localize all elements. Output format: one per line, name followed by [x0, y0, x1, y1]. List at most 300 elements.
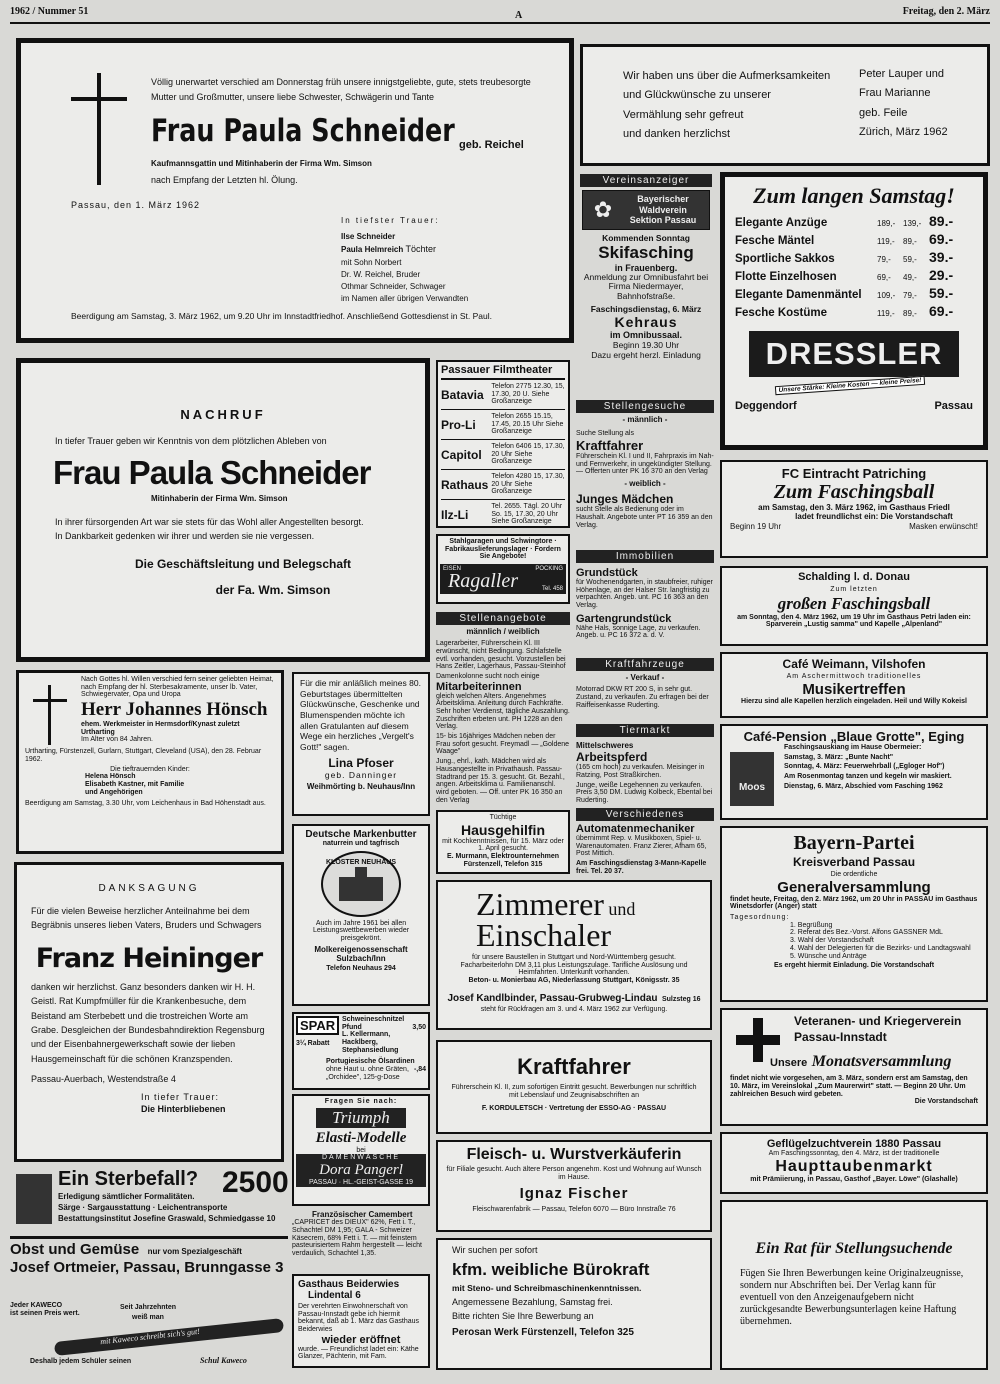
- kloster-seal-icon: [321, 851, 401, 917]
- stellg-title: Stellengesuche: [576, 400, 714, 413]
- nachruf-name: Frau Paula Schneider: [53, 454, 371, 491]
- tier-t2: Junge, weiße Legehennen zu verkaufen. Preis 3,50 DM. Ludwig Kolbeck, Ebental bei Ruderting.: [576, 781, 713, 804]
- stellg-a2t: sucht Stelle als Bedienung oder im Haushalt. Angebote unter PT 16 359 an den Verlag.: [576, 506, 713, 529]
- obit-name: Frau Paula Schneider: [151, 113, 455, 149]
- triumph-ad: [292, 1094, 430, 1206]
- stellg-a1t: Führerschein Kl. I und II, Fahrpraxis im Nah- und Fernverkehr, in ungekündigter Stellung. — Offerten unter PK 16 370 an den Verlag: [576, 452, 714, 476]
- spar-p2: -,84: [413, 1066, 426, 1074]
- hoensch-k: und Angehörigen: [85, 788, 143, 796]
- kraftfahrer-f: F. KORDULETSCH · Vertretung der ESSO-AG · PASSAU: [481, 1105, 667, 1113]
- item-name: Flotte Einzelhosen: [735, 271, 837, 283]
- heininger-title: DANKSAGUNG: [98, 883, 200, 894]
- heininger-t1: Für die vielen Beweise herzlicher Anteilnahme bei dem Begräbnis unseres lieben Vaters, Bruders und Schwagers: [31, 906, 262, 931]
- header-center: A: [515, 10, 523, 21]
- pfoser-text: Für die mir anläßlich meines 80. Geburtstages übermittelten Glückwünsche, Geschenke und Blumenspenden möchte ich allen Gratulanten auf diesem Wege ein herzliches „Vergelt's Gott!" sagen.: [300, 678, 421, 752]
- hausgehilfin-ad: [436, 810, 570, 874]
- camembert-t: „CAPRICET des DIEUX" 62%, Fett i. T., Schachtel DM 1,95; GALA - Schweizer Käsecrem, 68% Fett i. T. — mit feinstem pasteurisiertem Rahm hergestellt — leicht verdaulich, Schachtel 1,35.: [292, 1219, 422, 1257]
- grotte-h: Café-Pension „Blaue Grotte", Eging: [743, 729, 965, 744]
- markenbutter-ad: [292, 824, 430, 1006]
- immo-h1: Grundstück: [576, 567, 638, 579]
- stellengesuche: [576, 398, 714, 546]
- tiermarkt: [576, 722, 714, 808]
- mourner: Othmar Schneider, Schwager: [341, 281, 446, 291]
- hoensch-k: Helena Hönsch: [85, 773, 136, 781]
- tier-h: Arbeitspferd: [576, 750, 648, 765]
- nachruf: [16, 358, 430, 662]
- cinema-times: Tel. 2655. Tägl. 20 Uhr So. 15, 17.30, 20 Uhr Siehe Großanzeige: [491, 502, 563, 526]
- kaweco-b1: Seit Jahrzehnten: [120, 1304, 177, 1311]
- camembert-ad: [292, 1210, 430, 1272]
- hausg-h: Hausgehilfin: [460, 821, 545, 838]
- spar-l2: L. Kellermann, Hacklberg, Stephansiedlung: [342, 1031, 399, 1054]
- obit-burial: Beerdigung am Samstag, 3. März 1962, um 9.20 Uhr im Innstadtfriedhof. Anschließend Gottesdienst in St. Paul.: [71, 311, 492, 321]
- header-right: Freitag, den 2. März: [902, 6, 990, 17]
- immo-t2: Nähe Hals, sonnige Lage, zu verkaufen. Angeb. u. PC 16 372 a. d. V.: [576, 624, 701, 640]
- stangebot-title: Stellenangebote: [436, 612, 570, 625]
- beiderwies-ad: [292, 1274, 430, 1368]
- agenda-item: 3. Wahl der Vorstandschaft: [790, 937, 874, 945]
- ragaller-ad: [436, 534, 570, 604]
- hoensch-t2: ehem. Werkmeister in Hermsdorf/Kynast zuletzt Urtharting: [81, 721, 240, 736]
- kaweco-f: Deshalb jedem Schüler seinen: [30, 1358, 132, 1365]
- nachruf-text: In Dankbarkeit gedenken wir ihrer und werden sie nie vergessen.: [55, 531, 315, 541]
- buro-t1: mit Steno- und Schreibmaschinenkenntnissen.: [452, 1282, 642, 1293]
- pfoser-thanks: [292, 672, 430, 816]
- grotte-ad: [720, 724, 988, 820]
- triumph-addr: PASSAU · HL.-GEIST-GASSE 19: [296, 1179, 426, 1187]
- butter-t2: Molkereigenossenschaft Sulzbach/Inn: [314, 944, 408, 963]
- kaweco-l1: Jeder KAWECO: [10, 1302, 63, 1309]
- verein-h1: Kommenden Sonntag: [602, 233, 690, 243]
- verein-h2: in Frauenberg.: [614, 263, 678, 273]
- building-icon: [16, 1174, 52, 1224]
- cross-icon: [71, 73, 127, 185]
- fleisch-n: Ignaz Fischer: [519, 1185, 629, 1203]
- zimmerer-h2: Einschaler: [476, 917, 612, 953]
- versch-h: Automatenmechaniker: [576, 823, 695, 835]
- pfoser-name: Lina Pfoser: [328, 756, 394, 771]
- veteranen-ad: [720, 1008, 988, 1126]
- vet-h: Veteranen- und Kriegerverein Passau-Innstadt: [794, 1014, 962, 1044]
- old-price: 119,-: [877, 237, 895, 246]
- sterbefall-h: Ein Sterbefall?: [58, 1168, 199, 1190]
- wed-line: Vermählung sehr gefreut: [623, 108, 744, 121]
- stangebot-t4: 15- bis 16jähriges Mädchen neben der Frau sofort gesucht. Freymadl — „Goldene Waage": [436, 733, 570, 756]
- bayernpartei-ad: [720, 826, 988, 1002]
- hausg-s: Tüchtige: [489, 814, 517, 821]
- triumph-logo: Triumph: [316, 1108, 406, 1128]
- buro-t3: Bitte richten Sie Ihre Bewerbung an: [452, 1311, 594, 1322]
- stangebot-t5: Jung., ehrl., kath. Mädchen wird als Hausangestellte in Privathaush. Passau-Stadtrand per 15. 3. gesucht. Gt. Bezahl., angen. Arbeitsklima u. Familienanschl. wird geboten. — Off. unter PK 16 350 an den Verlag: [436, 758, 565, 804]
- film-row: [441, 440, 565, 470]
- filmtheater: [436, 360, 570, 528]
- obit-sacr: nach Empfang der Letzten hl. Ölung.: [151, 175, 298, 185]
- zimmerer-ad: [436, 880, 712, 1030]
- nachruf-intro: In tiefer Trauer geben wir Kenntnis von dem plötzlichen Ableben von: [55, 436, 327, 446]
- patriching-l: Beginn 19 Uhr: [730, 521, 782, 531]
- immo-t1: für Wochenendgarten, in staubfreier, ruhiger Höhenlage, an der Halser Str. langfristig zu verpachten. Angeb. unt. PC 16 363 an den Verlag.: [576, 579, 713, 610]
- kaweco-l2: ist seinen Preis wert.: [10, 1309, 80, 1317]
- gef-h: Geflügelzuchtverein 1880 Passau: [766, 1138, 942, 1150]
- patriching-r: Masken erwünscht!: [909, 521, 978, 531]
- beiderwies-t2: wurde. — Freundlichst ladet ein: Käthe Glanzer, Pächterin, mit Fam.: [298, 1345, 419, 1361]
- gef-t: Am Faschingssonntag, den 4. März, ist der traditionelle: [768, 1150, 940, 1157]
- fleisch-h: Fleisch- u. Wurstverkäuferin: [466, 1146, 682, 1163]
- patriching-t2: ladet freundlichst ein: Die Vorstandschaft: [795, 511, 953, 521]
- weimann-h: Café Weimann, Vilshofen: [782, 657, 926, 671]
- spar-l1: Schweineschnitzel: [342, 1016, 405, 1023]
- obit-intro: Völlig unerwartet verschied am Donnerstag früh unsere innigstgeliebte, gute, stets treubesorgte Mutter und Großmutter, unsere liebe Schwester, Schwägerin und Tante: [151, 77, 531, 103]
- butter-s: naturrein und tagfrisch: [322, 840, 400, 847]
- vet-f: Die Vorstandschaft: [914, 1098, 978, 1106]
- cinema-times: Telefon 2775 12.30, 15, 17.30, 20 U. Siehe Großanzeige: [491, 382, 565, 406]
- patriching-t1: am Samstag, den 3. März 1962, im Gasthaus Friedl: [758, 503, 950, 512]
- hoensch-k: Elisabeth Kastner, mit Familie: [85, 780, 185, 788]
- old-price: 79,-: [877, 255, 891, 264]
- dressler-city: Passau: [934, 400, 973, 412]
- item-name: Elegante Anzüge: [735, 217, 828, 229]
- hausg-t: mit Kochkenntnissen, für 15. März oder 1. April gesucht.: [442, 837, 564, 853]
- obit-mourn: In tiefster Trauer:: [341, 216, 440, 225]
- wedding-thanks: [580, 44, 990, 166]
- beiderwies-h2: Lindental 6: [308, 1290, 361, 1301]
- vet-t: findet nicht wie vorgesehen, am 3. März, sondern erst am Samstag, den 10. März, im Vereinslokal „Zum Maurerwirt" statt. — Beginn 20 Uhr. Um zahlreichen Besuch wird gebeten.: [730, 1075, 968, 1098]
- gef-big: Haupttaubenmarkt: [775, 1157, 933, 1175]
- zimmerer-t1: für unsere Baustellen in Stuttgart und Nord-Württemberg gesucht. Facharbeiterlohn DM 3,11 plus Leistungszulage. Tarifliche Auslösung und Heimfahrten. Unterkunft vorhanden.: [460, 954, 688, 977]
- spar-t2: ohne Haut u. ohne Gräten, „Orchidee", 125-g-Dose: [326, 1066, 409, 1081]
- old-price: 49,-: [903, 273, 917, 282]
- new-price: 59.-: [929, 285, 954, 301]
- bp-s: Kreisverband Passau: [792, 855, 916, 869]
- old-price: 89,-: [903, 237, 917, 246]
- pfoser-place: Weihmörting b. Neuhaus/Inn: [306, 782, 416, 792]
- new-price: 69.-: [929, 303, 954, 319]
- agenda-item: 5. Wünsche und Anträge: [790, 952, 867, 960]
- cinema-name: Batavia: [441, 387, 484, 402]
- moos-logo-icon: Moos: [730, 752, 774, 806]
- patriching-ad: [720, 460, 988, 558]
- buro-h: kfm. weibliche Bürokraft: [452, 1259, 650, 1279]
- versch-t2: Am Faschingsdienstag 3-Mann-Kapelle frei. Tel. 20 37.: [576, 860, 707, 875]
- fleisch-f: Fleischwarenfabrik — Passau, Telefon 6070 — Büro Innstraße 76: [472, 1206, 676, 1214]
- heininger-fam: Die Hinterbliebenen: [141, 1104, 226, 1115]
- grotte-l: Sonntag, 4. März: Feuerwehrball („Egloger Hof"): [784, 763, 945, 771]
- burokraft-ad: [436, 1238, 712, 1370]
- rat-stellungsuchende: [720, 1200, 988, 1370]
- cinema-times: Telefon 2655 15.15, 17.45, 20.15 Uhr Siehe Großanzeige: [491, 412, 564, 436]
- buro-t2: Angemessene Bezahlung, Samstag frei.: [452, 1297, 613, 1308]
- item-name: Elegante Damenmäntel: [735, 289, 862, 301]
- schalding-big: großen Faschingsball: [777, 593, 931, 613]
- new-price: 69.-: [929, 231, 954, 247]
- spar-rabatt: 3¼ Rabatt: [296, 1040, 330, 1047]
- seal-text: KLOSTER NEUHAUS: [325, 858, 396, 866]
- grotte-s: Faschingsauskiang im Hause Obermeier:: [784, 744, 922, 751]
- stangebot-sub: männlich / weiblich: [466, 627, 540, 636]
- verein-t3: Dazu ergeht herzl. Einladung: [591, 350, 701, 361]
- triumph-q: Fragen Sie nach:: [324, 1098, 398, 1105]
- cinema-name: Capitol: [441, 447, 482, 462]
- kfz-s: - Verkauf -: [625, 673, 665, 682]
- mourner: Ilse Schneider: [341, 232, 396, 241]
- nachruf-text: In ihrer fürsorgenden Art war sie stets für das Wohl aller Angestellten besorgt.: [55, 517, 364, 527]
- item-name: Fesche Mäntel: [735, 235, 815, 247]
- grotte-l: Dienstag, 6. März, Abschied vom Fasching 1962: [784, 782, 943, 790]
- cinema-name: Rathaus: [441, 477, 489, 492]
- weimann-t: Hierzu sind alle Kapellen herzlich eingeladen. Heil und Willy Kokeisl: [741, 697, 967, 705]
- old-price: 139,-: [903, 219, 922, 228]
- dressler-ad: [720, 172, 988, 450]
- logo-name: Ragaller: [448, 570, 518, 593]
- stellg-a1: Suche Stellung als: [576, 430, 634, 438]
- vereinsanzeiger: [580, 172, 712, 392]
- dressler-logo: DRESSLER: [749, 331, 959, 377]
- tier-h0: Mittelschweres: [576, 741, 634, 750]
- wed-line: und danken herzlichst: [623, 127, 731, 140]
- spar-p1: 3,50: [412, 1023, 426, 1031]
- cross-icon: [33, 685, 67, 745]
- obit-role: Kaufmannsgattin und Mitinhaberin der Firma Wm. Simson: [151, 159, 372, 168]
- triumph-bei: bei: [356, 1146, 366, 1154]
- cinema-times: Telefon 6406 15, 17.30, 20 Uhr Siehe Großanzeige: [491, 442, 565, 466]
- bp-big: Generalversammlung: [777, 878, 931, 896]
- immo-h2: Gartengrundstück: [576, 612, 672, 625]
- sterbefall-t3: Bestattungsinstitut Josefine Graswald, Schmiedgasse 10: [58, 1214, 276, 1223]
- triumph-shop: Dora Pangerl: [296, 1162, 426, 1179]
- dressler-title: Zum langen Samstag!: [753, 183, 955, 208]
- patriching-big: Zum Faschingsball: [773, 481, 935, 503]
- pfoser-geb: geb. Danninger: [324, 770, 398, 781]
- agenda-item: 1. Begrüßung: [790, 921, 833, 929]
- heininger-place: Passau-Auerbach, Westendstraße 4: [31, 1074, 176, 1085]
- schalding-ad: [720, 566, 988, 646]
- wed-name: Frau Marianne: [859, 87, 931, 100]
- verein-title: Vereinsanzeiger: [580, 174, 712, 187]
- rat-h: Ein Rat für Stellungsuchende: [755, 1240, 953, 1257]
- sterbefall-t2: Särge · Sargausstattung · Leichentransporte: [58, 1203, 228, 1212]
- immo-title: Immobilien: [576, 550, 714, 563]
- butter-t3: Telefon Neuhaus 294: [326, 965, 396, 973]
- wed-place: Zürich, März 1962: [859, 125, 948, 138]
- verein-h4: im Omnibussaal.: [609, 330, 683, 341]
- garage-text: Stahlgaragen und Schwingtore · Fabrikauslieferungslager · Fordern Sie Angebote!: [445, 538, 561, 561]
- old-price: 79,-: [903, 291, 917, 300]
- obituary-hoensch: [16, 670, 284, 854]
- logo-tel: Tel. 458: [541, 586, 563, 593]
- kraftfahrzeuge: [576, 656, 714, 720]
- immobilien: [576, 548, 714, 652]
- obituary-schneider: [16, 38, 574, 343]
- kaweco-ad: [10, 1302, 288, 1370]
- stangebot-h: Mitarbeiterinnen: [436, 680, 522, 693]
- price-row: [735, 285, 973, 303]
- spar-unit: Pfund: [342, 1023, 362, 1031]
- price-row: [735, 303, 973, 321]
- buro-s: Wir suchen per sofort: [452, 1245, 538, 1255]
- heininger-mourn: In tiefer Trauer:: [141, 1092, 220, 1103]
- weimann-big: Musikertreffen: [802, 680, 906, 698]
- vet-big: Monatsversammlung: [811, 1053, 952, 1071]
- triumph-model: Elasti-Modelle: [315, 1129, 407, 1146]
- verein-big: Skifasching: [598, 243, 694, 262]
- zimmerer-t2: Beton- u. Monierbau AG, Niederlassung Stuttgart, Königsstr. 35: [468, 977, 680, 985]
- kraftfahrer-ad: [436, 1040, 712, 1134]
- zimmerer-firm: Josef Kandlbinder, Passau-Grubweg-Lindau: [447, 992, 658, 1004]
- sterbefall-num: 2500: [222, 1166, 289, 1199]
- item-name: Fesche Kostüme: [735, 307, 828, 319]
- mourner: Dr. W. Reichel, Bruder: [341, 269, 421, 279]
- schalding-t2: Sparverein „Lustig samma" und Kapelle „Alpenland": [765, 621, 943, 629]
- kaweco-logo: Schul Kaweco: [200, 1356, 247, 1365]
- old-price: 69,-: [877, 273, 891, 282]
- beiderwies-big: wieder eröffnet: [321, 1333, 401, 1346]
- obst-h: Obst und Gemüse: [10, 1241, 140, 1258]
- bp-to: Tagesordnung:: [730, 914, 790, 922]
- gefluegel-ad: [720, 1132, 988, 1194]
- spar-ad: [292, 1012, 430, 1090]
- new-price: 39.-: [929, 249, 954, 265]
- old-price: 189,-: [877, 219, 896, 228]
- ragaller-logo: [440, 564, 566, 594]
- stangebot-t3: gleich welchen Alters. Angenehmes Arbeitsklima. Anleitung durch Fachkräfte. Sehr hoher Verdienst, tägliche Auszahlung. Zuschriften erbeten unt. PH 1228 an den Verlag.: [436, 692, 570, 731]
- kfz-title: Kraftfahrzeuge: [576, 658, 714, 671]
- nachruf-role: Mitinhaberin der Firma Wm. Simson: [151, 494, 288, 503]
- butter-h: Deutsche Markenbutter: [305, 829, 417, 840]
- kfz-t: Motorrad DKW RT 200 S, in sehr gut. Zustand, zu verkaufen. Zu erfragen bei der Raiffeisenkasse Ruderting.: [576, 686, 709, 709]
- buro-f: Perosan Werk Fürstenzell, Telefon 325: [452, 1327, 634, 1339]
- film-row: [441, 380, 565, 410]
- zimmerer-tel: Sulzsteg 16: [661, 995, 701, 1003]
- price-row: [735, 267, 973, 285]
- nachruf-sign: der Fa. Wm. Simson: [215, 583, 331, 597]
- beiderwies-t: Der verehrten Einwohnerschaft von Passau-Innstadt gebe ich hiermit bekannt, daß ab 1. März das Gasthaus Beiderwies: [298, 1303, 420, 1334]
- verein-big2: Kehraus: [614, 314, 678, 331]
- cinema-times: Telefon 4280 15, 17.30, 20 Uhr Siehe Großanzeige: [491, 472, 565, 496]
- patriching-h: FC Eintracht Patriching: [781, 466, 927, 481]
- sterbefall-ad: [14, 1166, 289, 1228]
- film-title: Passauer Filmtheater: [441, 364, 565, 380]
- new-price: 89.-: [929, 213, 954, 229]
- verein-h3: Faschingsdienstag, 6. März: [590, 304, 702, 315]
- page-header: [10, 4, 990, 24]
- wed-line: Wir haben uns über die Aufmerksamkeiten: [623, 70, 831, 82]
- zimmerer-und: und: [608, 899, 636, 919]
- nachruf-sign: Die Geschäftsleitung und Belegschaft: [134, 557, 352, 571]
- bp-h: Bayern-Partei: [793, 832, 915, 854]
- hoensch-t5: Die tieftrauernden Kinder:: [110, 765, 190, 773]
- versch-title: Verschiedenes: [576, 808, 714, 821]
- spar-logo: SPAR: [296, 1016, 339, 1035]
- mourner: mit Sohn Norbert: [341, 257, 402, 267]
- verein-t2: Beginn 19.30 Uhr: [612, 340, 680, 351]
- schalding-s: Zum letzten: [830, 586, 878, 593]
- item-name: Sportliche Sakkos: [735, 253, 835, 265]
- triumph-shop0: DAMENWÄSCHE: [296, 1154, 426, 1162]
- stellenangebote: [436, 610, 570, 806]
- old-price: 89,-: [903, 309, 917, 318]
- cinema-name: Pro-Li: [441, 417, 476, 432]
- weimann-ad: [720, 652, 988, 718]
- hoensch-t4: Urtharting, Fürstenzell, Gurlarn, Stuttgart, Cleveland (USA), den 28. Februar 1962.: [25, 748, 262, 763]
- spar-h2: Portugiesische Ölsardinen: [326, 1058, 415, 1066]
- old-price: 59,-: [903, 255, 917, 264]
- kraftfahrer-t: Führerschein Kl. II, zum sofortigen Eintritt gesucht. Bewerbungen nur schriftlich mit Lebenslauf und Zeugnisabschriften an: [451, 1084, 697, 1099]
- bp-d: Die ordentliche: [830, 871, 878, 878]
- film-row: [441, 470, 565, 500]
- price-row: [735, 231, 973, 249]
- mourner: Paula Helmreich: [341, 245, 404, 254]
- hoensch-t1: Nach Gottes hl. Willen verschied fern seiner geliebten Heimat, nach Empfang der hl. Sterbesakramente, unser lb. Vater, Schwiegervater, Opa und Uropa: [81, 676, 274, 699]
- kraftfahrer-h: Kraftfahrer: [517, 1054, 631, 1079]
- mourner-note: Töchter: [405, 244, 436, 254]
- zimmerer-t3: steht für Rückfragen am 3. und 4. März 1962 zur Verfügung.: [480, 1005, 668, 1013]
- vet-s: Unsere: [770, 1057, 808, 1070]
- stellg-a1h: Kraftfahrer: [576, 437, 644, 453]
- stellg-a2h: Junges Mädchen: [576, 492, 674, 507]
- dressler-city: Deggendorf: [735, 400, 797, 412]
- tier-title: Tiermarkt: [576, 724, 714, 737]
- header-left: 1962 / Nummer 51: [10, 6, 89, 17]
- stangebot-t2: Damenkolonne sucht noch einige: [436, 672, 540, 680]
- fleisch-ad: [436, 1140, 712, 1232]
- film-row: [441, 500, 565, 528]
- film-row: [441, 410, 565, 440]
- hoensch-name: Herr Johannes Hönsch: [81, 699, 268, 721]
- weimann-s: Am Aschermittwoch traditionelles: [786, 673, 922, 680]
- kaweco-b2: weiß man: [132, 1314, 164, 1321]
- wed-name: geb. Feile: [859, 106, 908, 119]
- verein-t1: Anmeldung zur Omnibusfahrt bei Firma Niedermayer, Bahnhofstraße.: [583, 272, 709, 301]
- obst-f: Josef Ortmeier, Passau, Brunngasse 3: [10, 1259, 284, 1276]
- price-row: [735, 249, 973, 267]
- obit-geb: geb. Reichel: [459, 139, 524, 151]
- agenda-item: 4. Wahl der Delegierten für die Bezirks- und Landtagswahl: [790, 944, 971, 952]
- heininger-t2: danken wir herzlichst. Ganz besonders danken wir H. H. Geistl. Rat Kumpfmüller für die Krankenbesuche, dem Beistand am Sterbebett und die trostreichen Worte am Grabe. Desgleichen der Bundesbahndirektion Regensburg und der Eisenbahnergewerkschaft sowie der lieben Hausgemeinschaft für die schönen Kranzspenden.: [31, 981, 265, 1064]
- camembert-h: Französischer Camembert: [312, 1210, 413, 1219]
- cinema-name: Ilz-Li: [441, 507, 469, 522]
- obst-ad: [10, 1236, 288, 1280]
- verschiedenes: [576, 806, 714, 876]
- kaweco-b3: mit Kaweco schreibt sich's gut!: [99, 1326, 201, 1347]
- stangebot-t1: Lagerarbeiter, Führerschein Kl. III erwünscht, nicht Bedingung. Schlafstelle evtl. vorhanden, gesucht. Vorzustellen bei Hans Zeitler, Lagerhaus, Passau-Steinhof: [436, 640, 566, 671]
- wed-line: und Glückwünsche zu unserer: [623, 89, 771, 102]
- beiderwies-h: Gasthaus Beiderwies: [298, 1279, 400, 1290]
- logo-eisen: EISEN: [443, 566, 462, 573]
- hoensch-t3: Im Alter von 84 Jahren.: [81, 736, 153, 744]
- nachruf-title: NACHRUF: [180, 407, 266, 422]
- stellg-m: - männlich -: [622, 415, 668, 424]
- obst-s: nur vom Spezialgeschäft: [147, 1247, 242, 1256]
- old-price: 109,-: [877, 291, 896, 300]
- grotte-l: Samstag, 3. März: „Bunte Nacht": [784, 753, 894, 761]
- new-price: 29.-: [929, 267, 954, 283]
- hausg-f: E. Murmann, Elektrounternehmen Fürstenzell, Telefon 315: [446, 853, 560, 868]
- badge-text: Bayerischer Waldverein Sektion Passau: [629, 194, 697, 226]
- versch-t: übernimmt Rep. v. Musikboxen, Spiel- u. Warenautomaten. Franz Zierer, Afham 65, Post Mittich.: [576, 835, 707, 858]
- price-row: [735, 213, 973, 231]
- agenda-item: 2. Referat des Bez.-Vorst. Alfons GASSNER MdL: [790, 929, 943, 937]
- grotte-l: Am Rosenmontag tanzen und kegeln wir maskiert.: [784, 773, 952, 781]
- bp-end: Es ergeht hiermit Einladung. Die Vorstandschaft: [773, 962, 935, 970]
- iron-cross-icon: [736, 1018, 780, 1062]
- wed-name: Peter Lauper und: [859, 68, 945, 80]
- bp-t1: findet heute, Freitag, den 2. März 1962, um 20 Uhr in PASSAU im Gasthaus Winetsdorfer (Anger) statt: [730, 895, 978, 911]
- heininger-name: Franz Heininger: [35, 942, 263, 974]
- waldverein-badge: [582, 190, 710, 230]
- obit-place: Passau, den 1. März 1962: [71, 200, 201, 210]
- schalding-t1: am Sonntag, den 4. März 1962, um 19 Uhr im Gasthaus Petri laden ein:: [737, 613, 971, 621]
- old-price: 119,-: [877, 309, 895, 318]
